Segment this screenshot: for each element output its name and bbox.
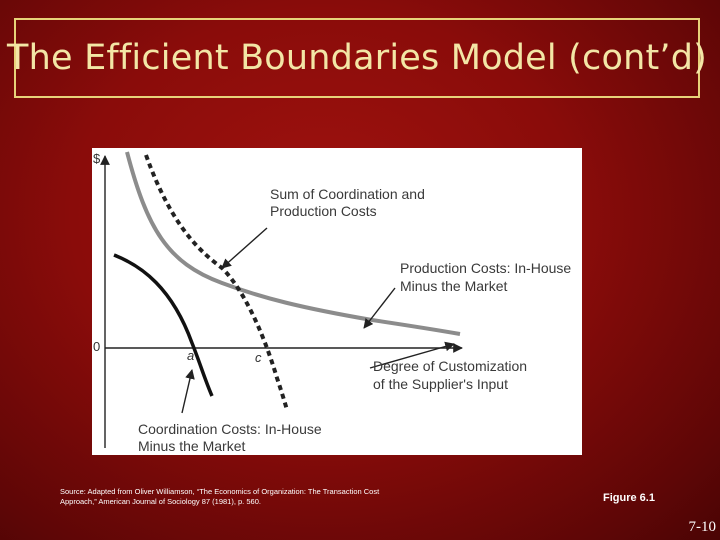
coordination-label-line2: Minus the Market xyxy=(138,438,246,454)
figure-label: Figure 6.1 xyxy=(603,492,655,504)
efficient-boundaries-diagram xyxy=(92,148,582,455)
point-a-label: a xyxy=(187,348,195,363)
production-label-line2: Minus the Market xyxy=(400,278,508,294)
title-frame xyxy=(7,18,707,98)
production-costs-curve xyxy=(127,152,460,334)
production-label-line1: Production Costs: In-House xyxy=(400,260,572,276)
coordination-label-line1: Coordination Costs: In-House xyxy=(138,421,322,437)
y-axis-label: $ xyxy=(93,151,101,166)
slide-title: The Efficient Boundaries Model (cont’d) xyxy=(7,38,707,78)
source-note: Source: Adapted from Oliver Williamson, “The Economics of Organization: The Transaction Cost Approach,” American Journal of Sociology 87 (1981), p. 560. xyxy=(60,487,380,506)
customization-label-line2: of the Supplier's Input xyxy=(373,376,508,392)
customization-label-line1: Degree of Customization xyxy=(373,358,528,374)
figure-panel xyxy=(92,148,582,455)
sum-label-line2: Production Costs xyxy=(270,203,377,219)
sum-label-line1: Sum of Coordination and xyxy=(270,186,425,202)
sum-annotation-arrow xyxy=(222,228,267,268)
page-number: 7-10 xyxy=(688,519,716,535)
coordination-annotation-arrow xyxy=(182,370,192,413)
coordination-costs-curve xyxy=(114,255,212,396)
point-c-label: c xyxy=(255,350,262,365)
zero-label: 0 xyxy=(93,339,101,354)
